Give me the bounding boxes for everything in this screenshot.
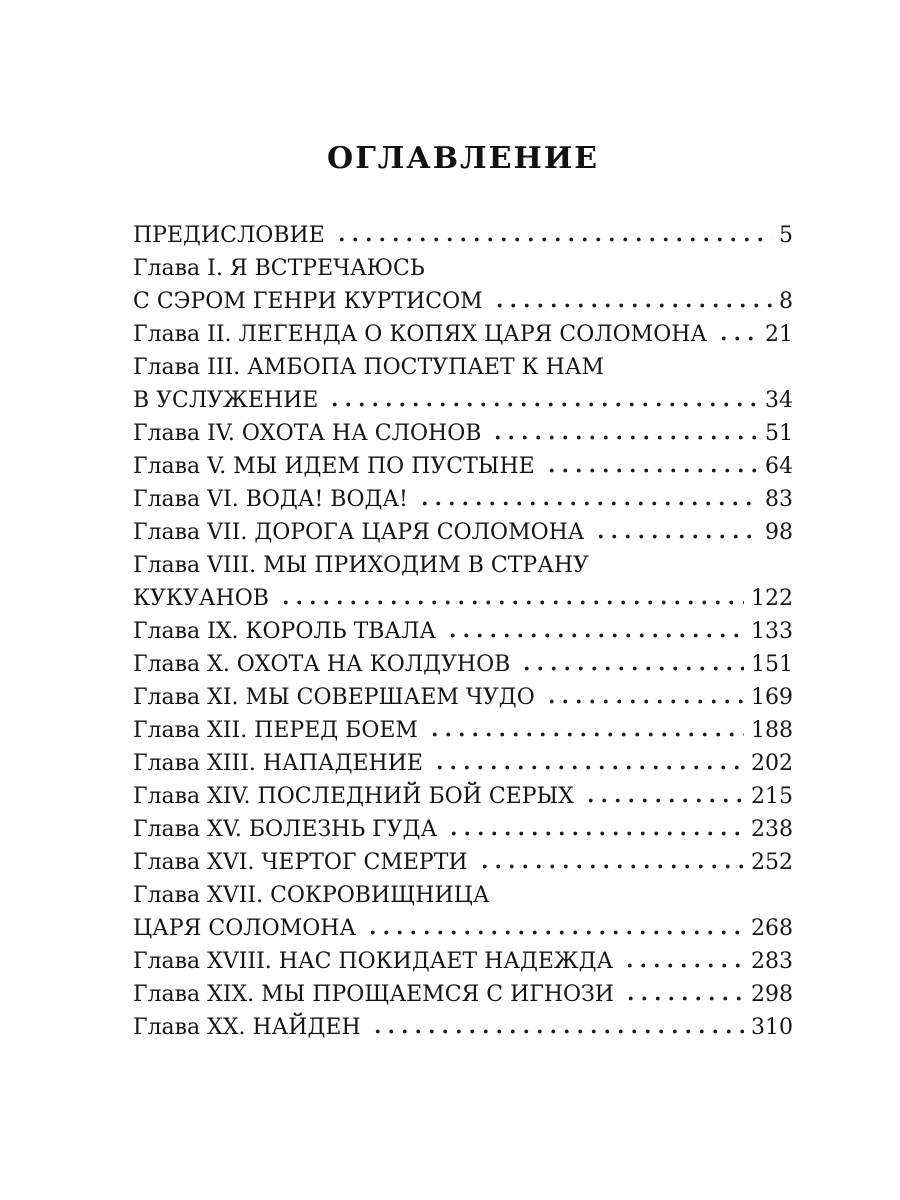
- toc-entry-text: Глава XVII. СОКРОВИЩНИЦА: [133, 883, 490, 908]
- page-number: 34: [765, 388, 793, 413]
- toc-line: [133, 351, 793, 384]
- toc-entry-text: Глава XIII. НАПАДЕНИЕ: [133, 751, 423, 776]
- page-number: 202: [751, 751, 793, 776]
- toc-entry-text: Глава XVI. ЧЕРТОГ СМЕРТИ: [133, 850, 468, 875]
- dot-leader: [365, 912, 744, 945]
- toc-entry-text: Глава XIV. ПОСЛЕДНИЙ БОЙ СЕРЫХ: [133, 784, 574, 809]
- toc-line: [133, 1011, 793, 1044]
- page-number: 310: [751, 1015, 793, 1040]
- page-number: 298: [751, 982, 793, 1007]
- toc-line: [133, 219, 793, 252]
- page-number: 215: [751, 784, 793, 809]
- dot-leader: [477, 846, 744, 879]
- page-number: 83: [765, 487, 793, 512]
- dot-leader: [544, 450, 758, 483]
- toc-entry-text: Глава X. ОХОТА НА КОЛДУНОВ: [133, 652, 511, 677]
- page-number: 98: [765, 520, 793, 545]
- toc-line: [133, 747, 793, 780]
- toc-entry-text: С СЭРОМ ГЕНРИ КУРТИСОМ: [133, 289, 483, 314]
- toc-entry-text: Глава XV. БОЛЕЗНЬ ГУДА: [133, 817, 438, 842]
- toc-entry-text: Глава XII. ПЕРЕД БОЕМ: [133, 718, 418, 743]
- page-number: 283: [751, 949, 793, 974]
- page-number: 252: [751, 850, 793, 875]
- toc-line: [133, 549, 793, 582]
- toc-line: [133, 483, 793, 516]
- dot-leader: [583, 780, 744, 813]
- toc-line: [133, 252, 793, 285]
- page-number: 21: [765, 322, 793, 347]
- toc-line: [133, 714, 793, 747]
- dot-leader: [623, 978, 744, 1011]
- dot-leader: [427, 714, 744, 747]
- toc-line: [133, 417, 793, 450]
- toc-entry-text: Глава IX. КОРОЛЬ ТВАЛА: [133, 619, 437, 644]
- toc-entry-text: Глава XIX. МЫ ПРОЩАЕМСЯ С ИГНОЗИ: [133, 982, 614, 1007]
- toc-line: [133, 945, 793, 978]
- dot-leader: [278, 582, 744, 615]
- toc-entry-text: В УСЛУЖЕНИЕ: [133, 388, 319, 413]
- toc-line: [133, 879, 793, 912]
- toc-line: [133, 978, 793, 1011]
- page-content: [133, 141, 793, 1044]
- dot-leader: [716, 318, 758, 351]
- page-number: 238: [751, 817, 793, 842]
- page-number: 51: [765, 421, 793, 446]
- toc-entry-text: Глава II. ЛЕГЕНДА О КОПЯХ ЦАРЯ СОЛОМОНА: [133, 322, 708, 347]
- toc-line: [133, 582, 793, 615]
- toc-entry-text: Глава VIII. МЫ ПРИХОДИМ В СТРАНУ: [133, 553, 589, 578]
- dot-leader: [327, 384, 758, 417]
- toc-line: [133, 846, 793, 879]
- dot-leader: [490, 417, 758, 450]
- toc-line: [133, 384, 793, 417]
- page-number: 8: [779, 289, 793, 314]
- page-number: 169: [751, 685, 793, 710]
- dot-leader: [334, 219, 772, 252]
- page-number: 268: [751, 916, 793, 941]
- toc-entry-text: Глава III. АМБОПА ПОСТУПАЕТ К НАМ: [133, 355, 605, 380]
- toc-entry-text: ЦАРЯ СОЛОМОНА: [133, 916, 357, 941]
- dot-leader: [544, 681, 744, 714]
- dot-leader: [492, 285, 772, 318]
- toc-entry-text: Глава VI. ВОДА! ВОДА!: [133, 487, 408, 512]
- toc-entry-text: Глава XX. НАЙДЕН: [133, 1015, 361, 1040]
- dot-leader: [593, 516, 758, 549]
- toc-line: [133, 318, 793, 351]
- toc-entry-text: Глава XVIII. НАС ПОКИДАЕТ НАДЕЖДА: [133, 949, 614, 974]
- dot-leader: [446, 813, 744, 846]
- dot-leader: [445, 615, 744, 648]
- toc-entry-text: КУКУАНОВ: [133, 586, 269, 611]
- page-number: 64: [765, 454, 793, 479]
- dot-leader: [370, 1011, 744, 1044]
- toc-line: [133, 285, 793, 318]
- dot-leader: [417, 483, 758, 516]
- toc-entry-text: ПРЕДИСЛОВИЕ: [133, 223, 325, 248]
- toc-entry-text: Глава V. МЫ ИДЕМ ПО ПУСТЫНЕ: [133, 454, 535, 479]
- page-title: ОГЛАВЛЕНИЕ: [326, 141, 600, 176]
- page-number: 133: [751, 619, 793, 644]
- dot-leader: [622, 945, 744, 978]
- toc-entry-text: Глава XI. МЫ СОВЕРШАЕМ ЧУДО: [133, 685, 535, 710]
- toc-line: [133, 681, 793, 714]
- page-number: 188: [751, 718, 793, 743]
- page-number: 151: [751, 652, 793, 677]
- toc-entry-text: Глава I. Я ВСТРЕЧАЮСЬ: [133, 256, 425, 281]
- dot-leader: [432, 747, 744, 780]
- toc-entry-text: Глава IV. ОХОТА НА СЛОНОВ: [133, 421, 482, 446]
- page-number: 122: [751, 586, 793, 611]
- dot-leader: [519, 648, 744, 681]
- toc-line: [133, 516, 793, 549]
- toc-line: [133, 648, 793, 681]
- table-of-contents: [133, 219, 793, 1044]
- toc-line: [133, 615, 793, 648]
- toc-entry-text: Глава VII. ДОРОГА ЦАРЯ СОЛОМОНА: [133, 520, 585, 545]
- toc-line: [133, 450, 793, 483]
- toc-line: [133, 912, 793, 945]
- toc-line: [133, 813, 793, 846]
- toc-line: [133, 780, 793, 813]
- page-number: 5: [779, 223, 793, 248]
